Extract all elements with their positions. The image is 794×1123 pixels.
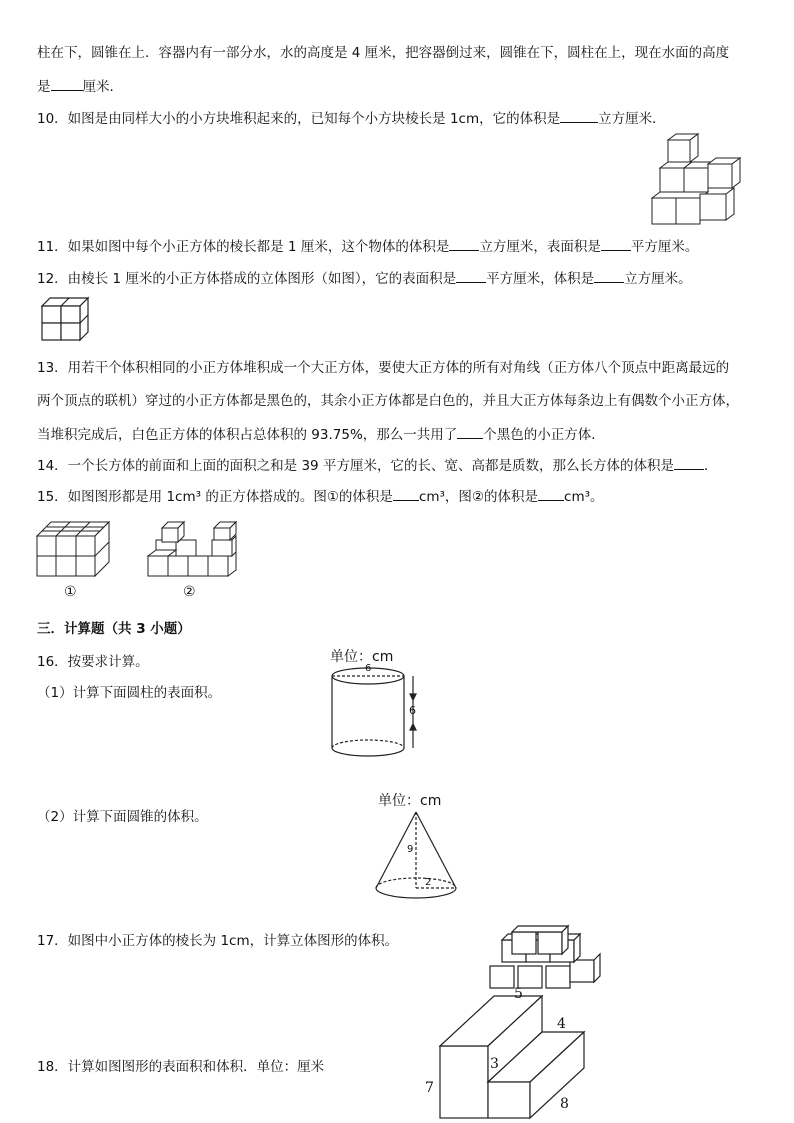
q15-text-c: cm³。 xyxy=(564,489,604,505)
q14-text-a: 14．一个长方体的前面和上面的面积之和是 39 平方厘米，它的长、宽、高都是质数，那么长方体的体积是 xyxy=(37,458,674,474)
cylinder-diameter-label: 6 xyxy=(365,663,372,674)
q10-cube-stack-figure xyxy=(652,134,744,228)
q12-text-b: 平方厘米，体积是 xyxy=(486,271,595,287)
q9-answer-blank[interactable] xyxy=(51,76,83,91)
q13-answer-blank[interactable] xyxy=(457,424,483,439)
cone-height-label: 9 xyxy=(407,844,414,855)
q18-top-length-label: 5 xyxy=(514,986,523,1002)
q10-text-b: 立方厘米． xyxy=(598,111,666,127)
q11-volume-blank[interactable] xyxy=(449,236,479,251)
q15-fig2-blank[interactable] xyxy=(538,486,564,501)
q16-cone-figure xyxy=(374,810,464,902)
cube-face xyxy=(668,140,690,162)
q11-text-c: 平方厘米。 xyxy=(630,239,699,255)
cube-face xyxy=(726,188,734,220)
cube-face xyxy=(652,198,676,224)
q9-text-a: 是 xyxy=(37,79,51,95)
q15-figure-1 xyxy=(37,518,111,580)
cube-face xyxy=(684,168,708,192)
q12-text-c: 立方厘米。 xyxy=(624,271,692,287)
cube-face xyxy=(708,164,732,188)
cube-face xyxy=(660,168,684,192)
q13-text-line3 xyxy=(37,424,605,444)
q14-text xyxy=(37,455,717,475)
q11-text-b: 立方厘米，表面积是 xyxy=(479,239,601,255)
q11-text-a: 11．如果如图中每个小正方体的棱长都是 1 厘米，这个物体的体积是 xyxy=(37,239,450,255)
q11-area-blank[interactable] xyxy=(601,236,631,251)
cube-face xyxy=(700,194,726,220)
cube-face xyxy=(676,198,700,224)
cylinder-unit-label: 单位：cm xyxy=(330,649,394,665)
section-3-heading: 三．计算题（共 3 小题） xyxy=(37,621,191,637)
q9-text-b: 厘米． xyxy=(82,79,123,95)
q18-text: 18．计算如图图形的表面积和体积．单位：厘米 xyxy=(37,1059,325,1075)
q17-text: 17．如图中小正方体的棱长为 1cm，计算立体图形的体积。 xyxy=(37,933,399,949)
cone-unit-label: 单位：cm xyxy=(378,793,442,809)
q13-text-line2: 两个顶点的联机）穿过的小正方体都是黑色的，其余小正方体都是白色的，并且大正方体每条边上有偶数个小正方体， xyxy=(37,393,739,409)
q15-text-a: 15．如图图形都是用 1cm³ 的正方体搭成的。图①的体积是 xyxy=(37,489,393,505)
q15-figure-2-label: ② xyxy=(183,584,196,600)
q9-text-line2 xyxy=(37,76,123,96)
q17-cube-figure xyxy=(488,926,602,990)
q10-text-a: 10．如图是由同样大小的小方块堆积起来的，已知每个小方块棱长是 1cm，它的体积是 xyxy=(37,111,561,127)
q18-width-label: 4 xyxy=(557,1016,566,1032)
q12-text xyxy=(37,268,692,288)
q18-total-height-label: 7 xyxy=(425,1080,434,1096)
q11-text xyxy=(37,236,698,256)
q15-text xyxy=(37,486,604,506)
q15-figure-2 xyxy=(148,522,238,578)
q9-text-line1: 柱在下，圆锥在上．容器内有一部分水，水的高度是 4 厘米，把容器倒过来，圆锥在下，圆柱在上，现在水面的高度 xyxy=(37,45,730,61)
q12-cube-figure xyxy=(40,296,92,344)
cube-face xyxy=(732,158,740,188)
q15-text-b: cm³，图②的体积是 xyxy=(418,489,539,505)
q16-text: 16．按要求计算。 xyxy=(37,654,149,670)
cone-radius-label: 2 xyxy=(425,877,432,888)
q10-text xyxy=(37,108,666,128)
q16-part2-text: （2）计算下面圆锥的体积。 xyxy=(37,809,208,825)
q13-text-c: 当堆积完成后，白色正方体的体积占总体积的 93.75%，那么一共用了 xyxy=(37,427,458,443)
q14-answer-blank[interactable] xyxy=(674,455,704,470)
q16-part1-text: （1）计算下面圆柱的表面积。 xyxy=(37,685,222,701)
q13-text-d: 个黑色的小正方体． xyxy=(483,427,605,443)
q10-answer-blank[interactable] xyxy=(560,108,598,123)
q15-fig1-blank[interactable] xyxy=(393,486,419,501)
q13-text-line1: 13．用若干个体积相同的小正方体堆积成一个大正方体，要使大正方体的所有对角线（正方体八个顶点中距离最远的 xyxy=(37,360,730,376)
q12-volume-blank[interactable] xyxy=(594,268,624,283)
q18-step-height-label: 3 xyxy=(490,1056,499,1072)
q12-area-blank[interactable] xyxy=(456,268,486,283)
q14-text-b: ． xyxy=(703,458,718,474)
cylinder-height-label: 6 xyxy=(409,704,416,717)
q18-bottom-length-label: 8 xyxy=(560,1096,569,1112)
q12-text-a: 12．由棱长 1 厘米的小正方体搭成的立体图形（如图），它的表面积是 xyxy=(37,271,457,287)
q15-figure-1-label: ① xyxy=(64,584,77,600)
